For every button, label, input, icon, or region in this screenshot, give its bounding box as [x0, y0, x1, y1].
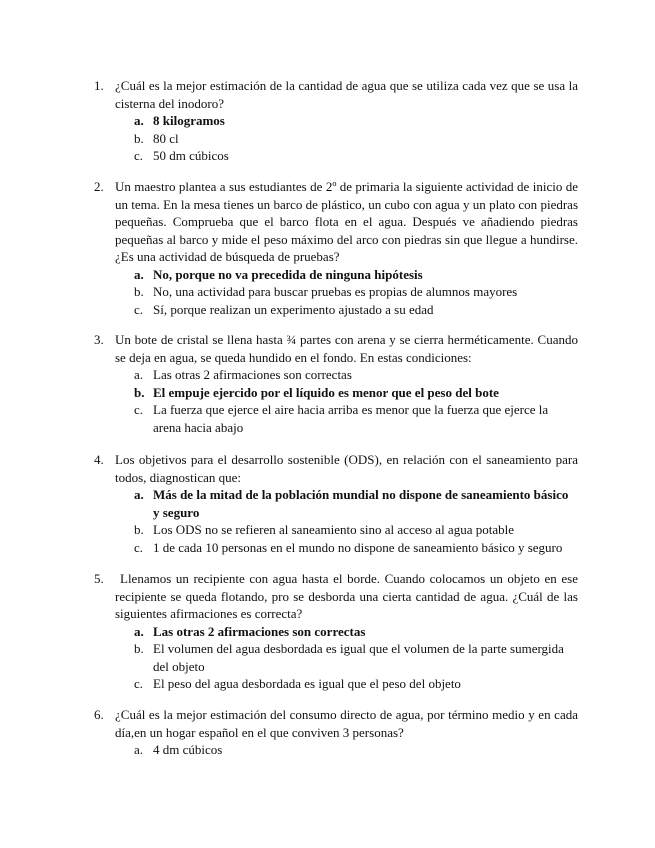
question-text: Un maestro plantea a sus estudiantes de 2º de primaria la siguiente actividad de inicio de un tema. En la mesa tienes un barco de plástico, un cubo con agua y un plato con piedras pequeñas. Comprueba que el barco flota en el agua. Después ve añadiendo piedras pequeñas al barco y mide el peso máximo del arco con piedras sin que llegue a hundirse. ¿Es una actividad de búsqueda de pruebas? [115, 179, 578, 264]
option-c [94, 147, 578, 165]
question-6 [94, 706, 578, 759]
option-c [94, 675, 578, 693]
option-text: No, una actividad para buscar pruebas es propias de alumnos mayores [153, 284, 518, 299]
option-text: 80 cl [153, 130, 179, 146]
option-text: El empuje ejercido por el líquido es menor que el peso del bote [153, 384, 499, 400]
question-number: 1. [94, 78, 104, 93]
question-1 [94, 77, 578, 165]
question-2 [94, 178, 578, 318]
options-list [94, 486, 578, 556]
option-letter: b. [134, 284, 144, 299]
option-a [94, 486, 578, 521]
option-c [94, 301, 578, 319]
option-letter: b. [134, 522, 144, 537]
option-letter: a. [134, 367, 144, 382]
option-text: 8 kilogramos [153, 113, 225, 128]
option-text: El peso del agua desbordada es igual que el peso del objeto [153, 676, 461, 691]
option-text: 50 dm cúbicos [153, 148, 229, 163]
question-4 [94, 451, 578, 556]
option-letter: a. [134, 487, 144, 502]
option-letter: b. [134, 130, 144, 146]
option-text: Sí, porque realizan un experimento ajustado a su edad [153, 301, 434, 317]
option-b [94, 384, 578, 402]
question-text: Los objetivos para el desarrollo sostenible (ODS), en relación con el saneamiento para todos, diagnostican que: [115, 452, 578, 485]
question-5 [94, 570, 578, 693]
option-text: 4 dm cúbicos [153, 742, 223, 757]
question-3 [94, 331, 578, 436]
option-letter: a. [134, 266, 144, 282]
option-b [94, 521, 578, 539]
option-text: Los ODS no se refieren al saneamiento sino al acceso al agua potable [153, 522, 514, 537]
option-letter: b. [134, 641, 144, 656]
question-number: 3. [94, 332, 104, 347]
options-list [94, 112, 578, 165]
option-text: No, porque no va precedida de ninguna hipótesis [153, 266, 423, 282]
question-number: 5. [94, 571, 104, 586]
option-a [94, 112, 578, 130]
option-a [94, 366, 578, 384]
option-letter: c. [134, 402, 144, 417]
option-b [94, 283, 578, 301]
option-text: Las otras 2 afirmaciones son correctas [153, 623, 366, 639]
option-a [94, 623, 578, 641]
option-letter: c. [134, 676, 144, 691]
option-text: El volumen del agua desbordada es igual que el volumen de la parte sumergida del objeto [153, 641, 564, 674]
option-letter: c. [134, 301, 144, 317]
option-text: La fuerza que ejerce el aire hacia arriba es menor que la fuerza que ejerce la arena hacia abajo [153, 402, 549, 435]
question-text: Un bote de cristal se llena hasta ¾ partes con arena y se cierra herméticamente. Cuando se deja en agua, se queda hundido en el fondo. En estas condiciones: [115, 332, 578, 365]
option-letter: a. [134, 113, 144, 128]
question-text: ¿Cuál es la mejor estimación del consumo directo de agua, por término medio y en cada día,en un hogar español en el que conviven 3 personas? [115, 707, 578, 740]
option-letter: c. [134, 539, 144, 555]
option-letter: c. [134, 148, 144, 163]
option-c [94, 539, 578, 557]
options-list [94, 623, 578, 693]
option-letter: a. [134, 742, 144, 757]
question-number: 4. [94, 452, 104, 467]
option-c [94, 401, 578, 436]
question-text: Llenamos un recipiente con agua hasta el borde. Cuando colocamos un objeto en ese recipiente se queda flotando, pro se desborda una cierta cantidad de agua. ¿Cuál de las siguientes afirmaciones es correcta? [115, 571, 578, 621]
option-letter: b. [134, 384, 145, 400]
option-a [94, 266, 578, 284]
question-text: ¿Cuál es la mejor estimación de la cantidad de agua que se utiliza cada vez que se usa la cisterna del inodoro? [115, 78, 578, 111]
option-a [94, 741, 578, 759]
options-list [94, 266, 578, 319]
options-list [94, 741, 578, 759]
option-text: Más de la mitad de la población mundial no dispone de saneamiento básico y seguro [153, 487, 569, 520]
question-number: 6. [94, 707, 104, 722]
option-text: Las otras 2 afirmaciones son correctas [153, 367, 352, 382]
option-b [94, 130, 578, 148]
option-letter: a. [134, 623, 144, 639]
option-b [94, 640, 578, 675]
options-list [94, 366, 578, 436]
question-number: 2. [94, 179, 104, 194]
option-text: 1 de cada 10 personas en el mundo no dispone de saneamiento básico y seguro [153, 539, 563, 555]
